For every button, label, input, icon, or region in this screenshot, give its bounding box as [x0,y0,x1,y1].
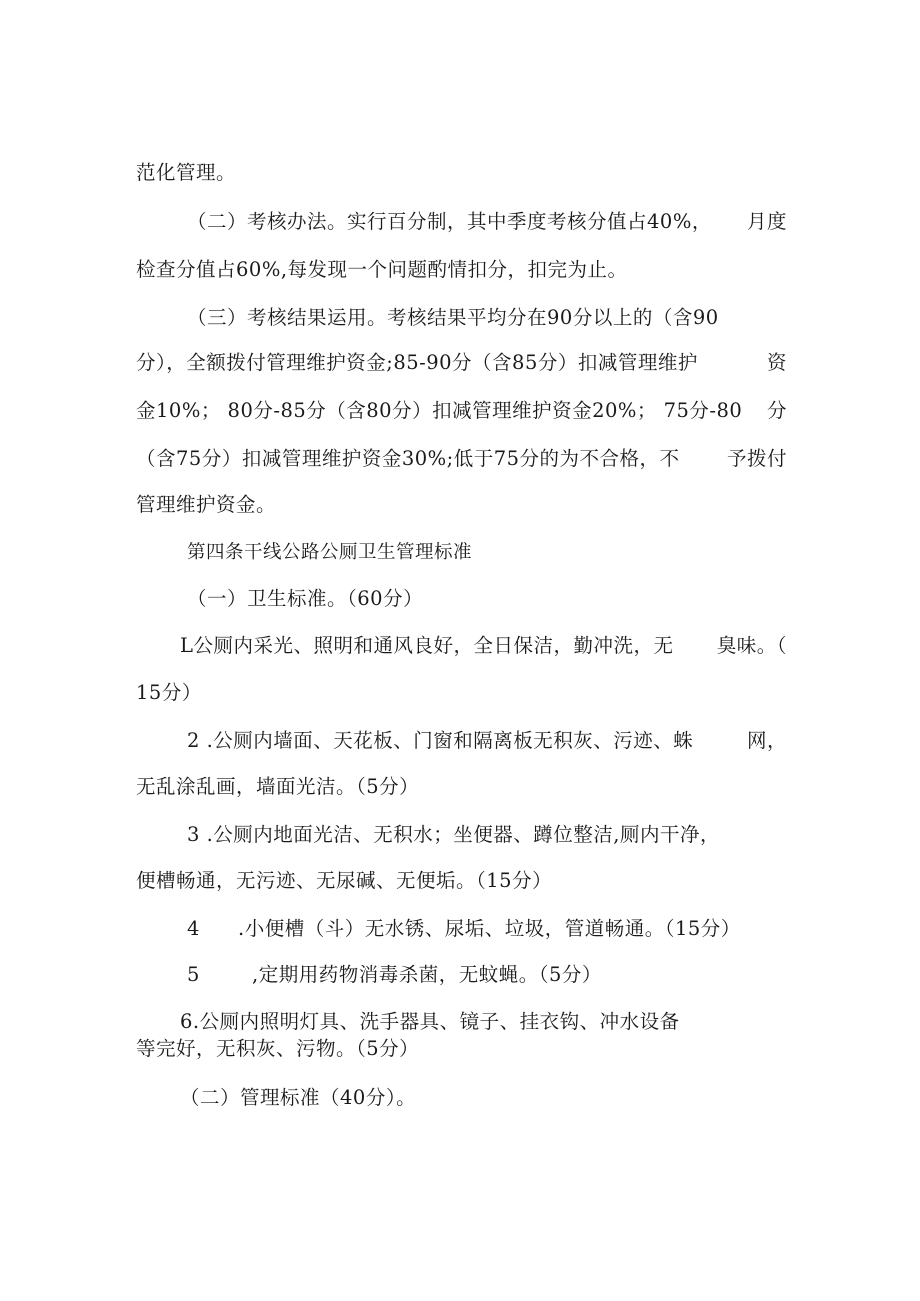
text-line: （二）管理标准（40分）。 [180,1086,417,1109]
text-segment: 2 .公厕内墙面、天花板、门窗和隔离板无积灰、污迹、蛛 [187,729,694,752]
text-line: 3 .公厕内地面光洁、无积水；坐便器、蹲位整洁,厕内干净， [187,823,721,846]
text-segment: 臭味。（ [716,634,787,657]
text-line: 检查分值占60%,每发现一个问题酌情扣分，扣完为止。 [136,258,628,281]
section-heading: 第四条干线公路公厕卫生管理标准 [187,542,473,563]
text-segment: 月度 [746,210,787,233]
text-segment: （二）考核办法。实行百分制，其中季度考核分值占40%， [187,210,712,233]
list-marker: 4 [187,917,200,940]
text-line [136,350,787,376]
text-line: ,定期用药物消毒杀菌，无蚊蝇。（5分） [252,963,602,986]
text-segment: 网， [746,729,787,752]
text-line [136,398,787,424]
text-line: 管理维护资金。 [136,493,277,516]
text-line [187,209,787,235]
text-line: 15分） [136,681,202,704]
text-line [187,728,787,754]
text-segment: 分 [766,399,787,422]
text-segment: （含75分）扣减管理维护资金30%;低于75分的为不合格，不 [136,447,680,470]
text-line: 等完好，无积灰、污物。（5分） [136,1037,420,1060]
list-marker: 5 [187,963,200,986]
text-segment: 资 [766,351,787,374]
text-line [180,633,787,659]
text-line: （三）考核结果运用。考核结果平均分在90分以上的（含90 [187,306,719,329]
text-segment: 分），全额拨付管理维护资金;85-90分（含85分）扣减管理维护 [136,351,698,374]
text-segment: 予拨付 [726,447,787,470]
text-segment: 金10%； 80分-85分（含80分）扣减管理维护资金20%； 75分-80 [136,399,743,422]
text-line [136,446,787,472]
text-line: 便槽畅通，无污迹、无尿碱、无便垢。（15分） [136,869,553,892]
text-line: 6.公厕内照明灯具、洗手器具、镜子、挂衣钩、冲水设备 [180,1010,680,1033]
text-line: （一）卫生标准。（60分） [187,587,424,610]
text-line: .小便槽（斗）无水锈、尿垢、垃圾，管道畅通。（15分） [238,917,741,940]
text-line: 无乱涂乱画，墙面光洁。（5分） [136,775,420,798]
text-line: 范化管理。 [136,161,237,184]
text-segment: L公厕内采光、照明和通风良好，全日保洁，勤冲洗，无 [180,634,674,657]
